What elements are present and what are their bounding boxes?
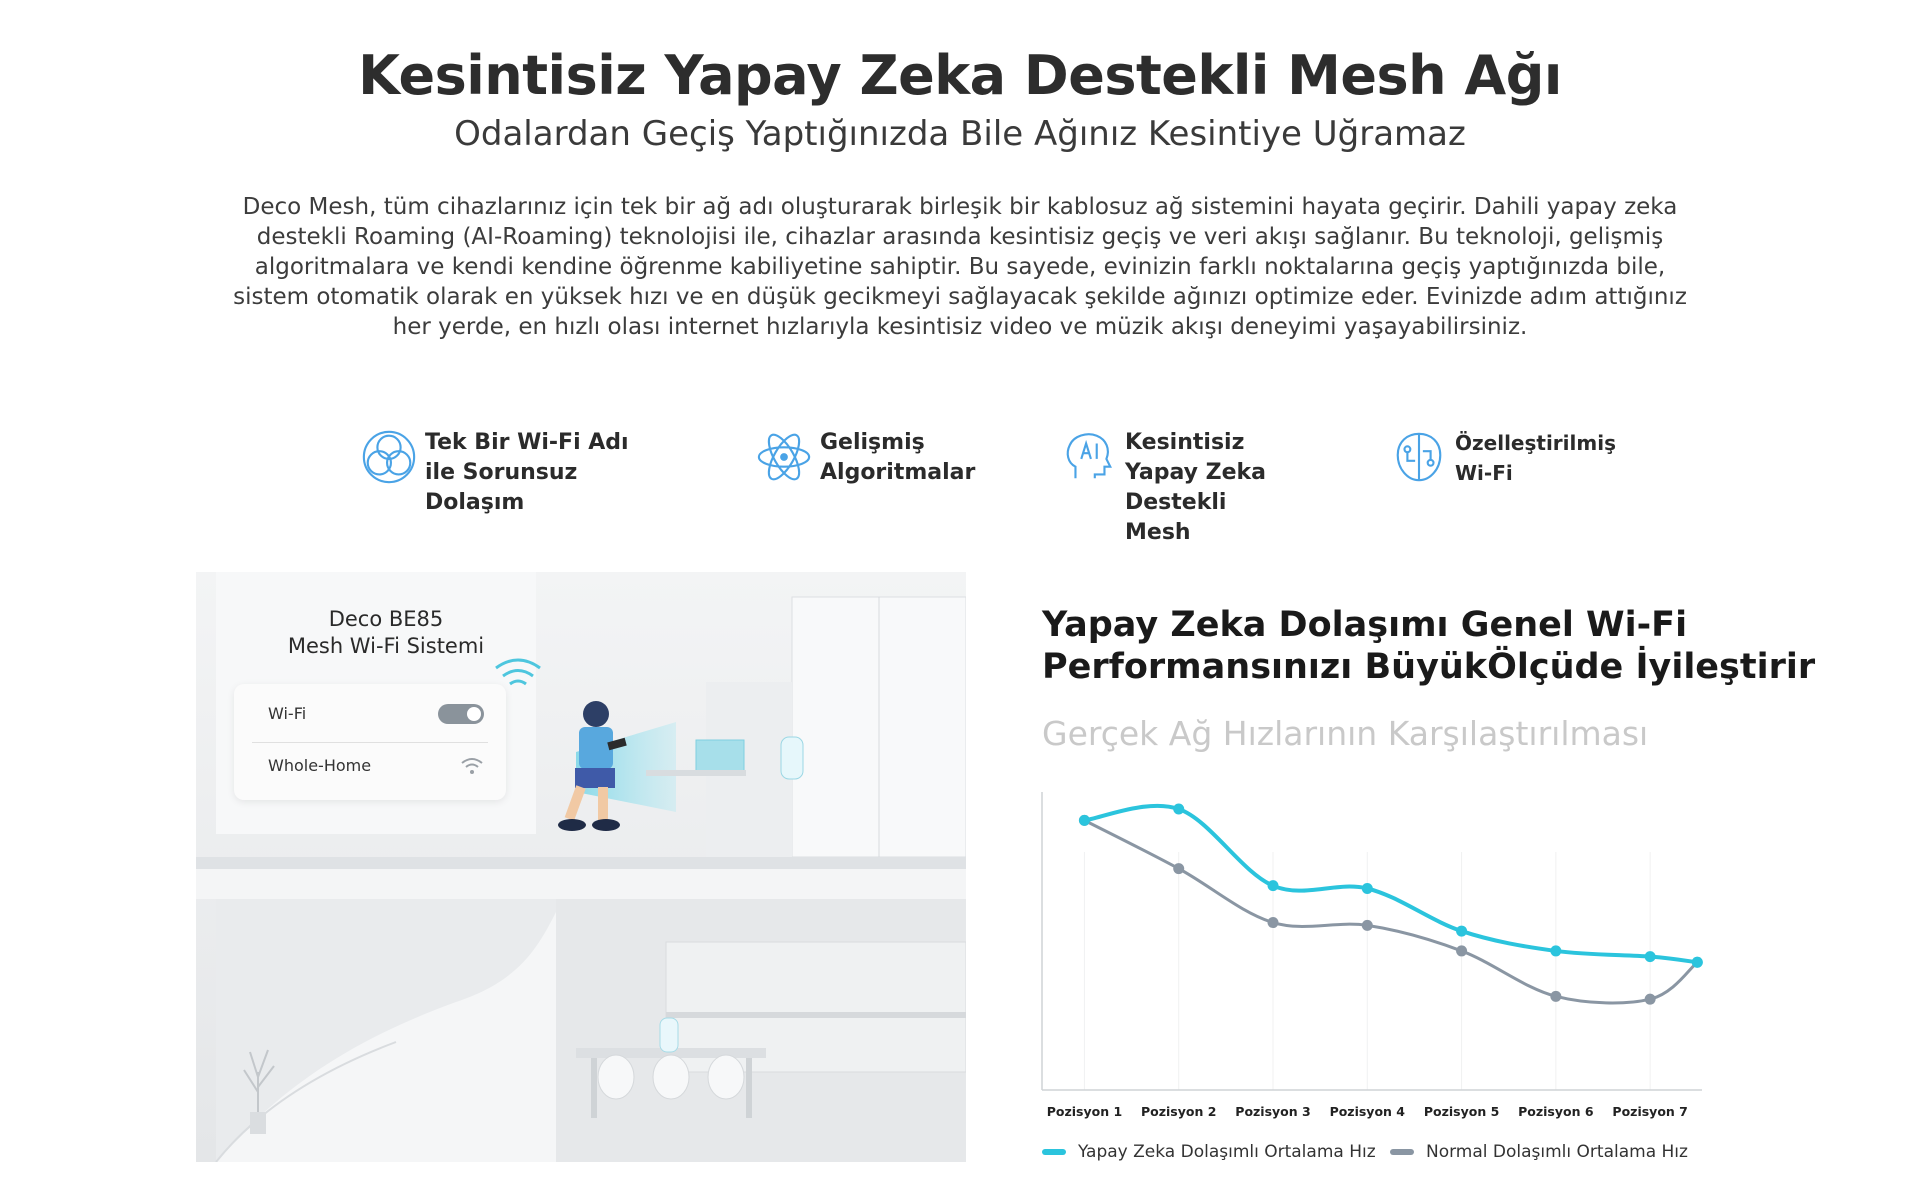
data-point xyxy=(1079,815,1090,826)
product-caption xyxy=(246,606,526,660)
data-point xyxy=(1550,991,1561,1002)
feature-custom-wifi xyxy=(1390,428,1615,488)
x-tick-label: Pozisyon 6 xyxy=(1518,1104,1594,1119)
chart-title: Yapay Zeka Dolaşımı Genel Wi-Fi Performansınızı BüyükÖlçüde İyileştirir xyxy=(1042,605,1816,687)
series-line xyxy=(1084,806,1697,962)
divider xyxy=(252,742,488,743)
data-point xyxy=(1645,951,1656,962)
single-wifi-name-icon xyxy=(360,428,418,486)
legend-item-normal xyxy=(1390,1142,1688,1162)
feature-label: Gelişmiş Algoritmalar xyxy=(820,430,976,485)
product-subtitle: Mesh Wi-Fi Sistemi xyxy=(287,634,485,658)
page-description: Deco Mesh, tüm cihazlarınız için tek bir ağ adı oluşturarak birleşik bir kablosuz ağ sistemini hayata geçirir. Dahili yapay zeka destekli Roaming (AI-Roaming) teknolojisi ile, cihazlar arasında kesintisiz geçiş ve veri akışı sağlanır. Bu teknoloji, gelişmiş algoritmalara ve kendi kendine öğrenme kabiliyetine sahiptir. Bu sayede, evinizin farklı noktalarına geçiş yaptığınızda bile, sistem otomatik olarak en yüksek hızı ve en düşük gecikmeyi sağlayacak şekilde ağınızı optimize eder. Evinizde adım attığınız her yerde, en hızlı olası internet hızlarıyla kesintisiz video ve müzik akışı deneyimi yaşayabilirsiniz. xyxy=(233,194,1687,340)
wifi-toggle[interactable] xyxy=(438,704,484,724)
data-point xyxy=(1268,880,1279,891)
feature-list xyxy=(360,428,1660,545)
legend-label-ai: Yapay Zeka Dolaşımlı Ortalama Hız xyxy=(1078,1142,1376,1162)
wifi-icon xyxy=(460,756,484,776)
data-point xyxy=(1456,926,1467,937)
data-point xyxy=(1268,917,1279,928)
whole-home-row-label: Whole-Home xyxy=(268,756,372,775)
home-scene-image xyxy=(196,572,966,1162)
data-point xyxy=(1550,945,1561,956)
x-tick-label: Pozisyon 5 xyxy=(1423,1104,1500,1119)
data-point xyxy=(1692,957,1703,968)
x-tick-label: Pozisyon 1 xyxy=(1046,1104,1123,1119)
legend-swatch-ai xyxy=(1042,1149,1066,1155)
custom-wifi-brain-icon xyxy=(1390,428,1448,486)
product-name: Deco BE85 xyxy=(328,607,444,631)
speed-comparison-chart xyxy=(1030,780,1730,1130)
page-title: Kesintisiz Yapay Zeka Destekli Mesh Ağı xyxy=(358,44,1562,107)
home-illustration xyxy=(196,572,966,1162)
feature-label: Kesintisiz Yapay Zeka Destekli Mesh xyxy=(1125,430,1267,545)
chart-subtitle: Gerçek Ağ Hızlarının Karşılaştırılması xyxy=(1042,714,1649,753)
legend-item-ai xyxy=(1042,1142,1376,1162)
data-point xyxy=(1173,863,1184,874)
x-tick-label: Pozisyon 4 xyxy=(1329,1104,1406,1119)
data-point xyxy=(1645,994,1656,1005)
x-tick-label: Pozisyon 2 xyxy=(1140,1104,1217,1119)
data-point xyxy=(1173,804,1184,815)
ai-brain-icon xyxy=(1060,428,1118,486)
series-line xyxy=(1084,820,1697,1003)
chart-legend xyxy=(1042,1142,1762,1172)
x-tick-label: Pozisyon 3 xyxy=(1235,1104,1311,1119)
settings-card xyxy=(234,684,506,800)
legend-swatch-normal xyxy=(1390,1149,1414,1155)
feature-label: Özelleştirilmiş Wi-Fi xyxy=(1455,431,1616,485)
data-point xyxy=(1362,920,1373,931)
feature-single-wifi xyxy=(360,428,655,518)
page-subtitle: Odalardan Geçiş Yaptığınızda Bile Ağınız Kesintiye Uğramaz xyxy=(454,114,1466,154)
data-point xyxy=(1456,945,1467,956)
feature-label: Tek Bir Wi-Fi Adı ile Sorunsuz Dolaşım xyxy=(425,430,629,515)
atom-algorithm-icon xyxy=(755,428,813,486)
feature-ai-mesh xyxy=(1060,428,1295,548)
feature-algorithms xyxy=(755,428,976,488)
wifi-row-label: Wi-Fi xyxy=(268,704,307,723)
legend-label-normal: Normal Dolaşımlı Ortalama Hız xyxy=(1426,1142,1688,1162)
data-point xyxy=(1362,883,1373,894)
x-tick-label: Pozisyon 7 xyxy=(1612,1104,1688,1119)
